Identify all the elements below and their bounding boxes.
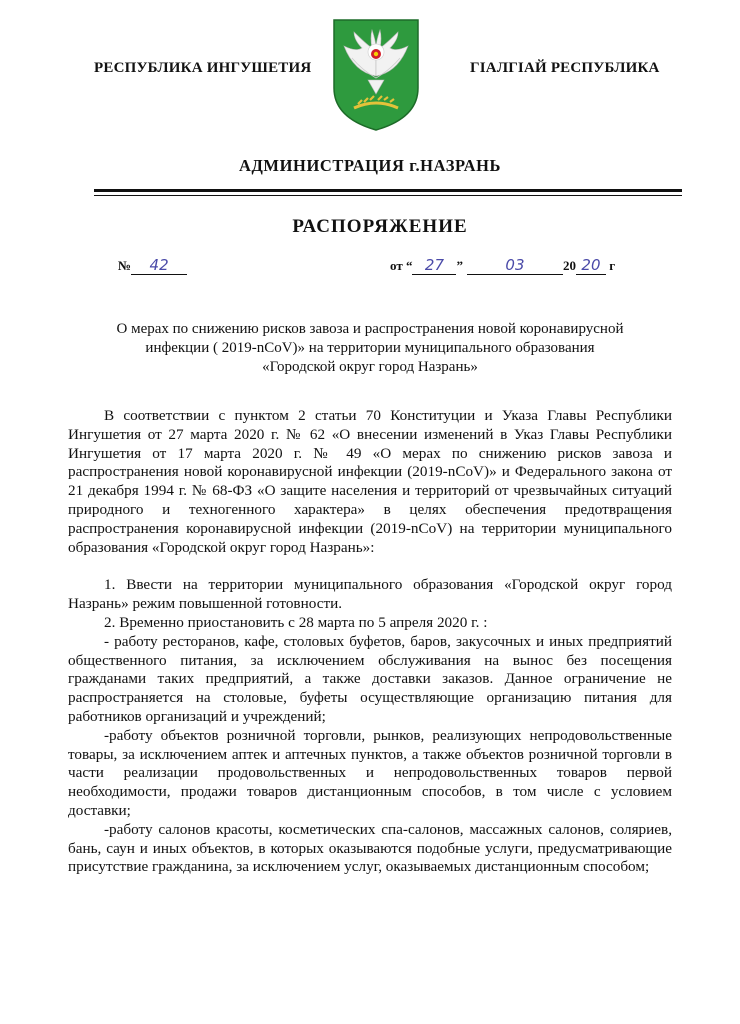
republic-name-ingush: ГIАЛГIАЙ РЕСПУБЛИКА [470, 60, 660, 76]
bullet-catering: - работу ресторанов, кафе, столовых буфетов, баров, закусочных и иных предприятий общественного питания, за исключением обслуживания на вынос без посещения гражданами таких предприятий, а также доставки заказов. Данное ограничение не распространяется на столовые, буфеты осуществляющие организацию питания для работников организаций и учреждений; [68, 632, 672, 725]
header-rule-thick [94, 189, 682, 192]
document-body [68, 407, 672, 877]
item-1: 1. Ввести на территории муниципального образования «Городской округ город Назрань» режим повышенной готовности. [68, 576, 672, 613]
item-2: 2. Временно приостановить с 28 марта по 5 апреля 2020 г. : [104, 613, 488, 631]
subject-line-3: «Городской округ город Назрань» [262, 359, 478, 375]
document-number: 42 [131, 256, 187, 275]
document-number-line [118, 256, 187, 275]
document-subject [50, 320, 690, 377]
subject-line-1: О мерах по снижению рисков завоза и распространения новой коронавирусной [116, 321, 624, 337]
header-rule-thin [94, 195, 682, 196]
open-quote: “ [405, 258, 413, 273]
number-label: № [118, 258, 132, 273]
preamble-paragraph: В соответствии с пунктом 2 статьи 70 Конституции и Указа Главы Республики Ингушетия от 27 марта 2020 г. № 62 «О внесении изменений в Указ Главы Республики Ингушетия от 17 марта 2020 г. № 49 «О мерах по снижению рисков завоза и распространения новой коронавирусной инфекции (2019-nCoV)» и Федерального закона от 21 декабря 1994 г. № 68-ФЗ «О защите населения и территорий от чрезвычайных ситуаций природного и техногенного характера» в целях обеспечения предотвращения распространения коронавирусной инфекции (2019-nCoV) на территории муниципального образования «Городской округ город Назрань»: [68, 407, 672, 556]
document-type-title: РАСПОРЯЖЕНИЕ [292, 216, 468, 237]
administration-title: АДМИНИСТРАЦИЯ г.НАЗРАНЬ [238, 156, 502, 175]
close-quote: ” [456, 258, 463, 273]
date-day: 27 [412, 256, 456, 275]
subject-line-2: инфекции ( 2019-nCoV)» на территории муниципального образования [145, 340, 595, 356]
date-month: 03 [467, 256, 563, 275]
document-date-line [390, 256, 615, 275]
bullet-retail: -работу объектов розничной торговли, рынков, реализующих непродовольственные товары, за исключением аптек и аптечных пунктов, а также объектов розничной торговли в части реализации продовольственных и непродовольственных товаров первой необходимости, продажи товаров дистанционным способов, в том числе с условием доставки; [68, 726, 672, 819]
year-unit: г [609, 258, 616, 273]
bullet-beauty-salons: -работу салонов красоты, косметических спа-салонов, массажных салонов, соляриев, бань, саун и иных объектов, в которых оказываются подобные услуги, предусматривающие присутствие гражданина, за исключением услуг, оказываемых дистанционным способом; [68, 820, 672, 876]
republic-name-russian: РЕСПУБЛИКА ИНГУШЕТИЯ [94, 60, 312, 76]
coat-of-arms-emblem-icon [332, 18, 420, 132]
year-prefix: 20 [562, 258, 576, 273]
date-year: 20 [576, 256, 606, 275]
date-prefix: от [390, 258, 403, 273]
